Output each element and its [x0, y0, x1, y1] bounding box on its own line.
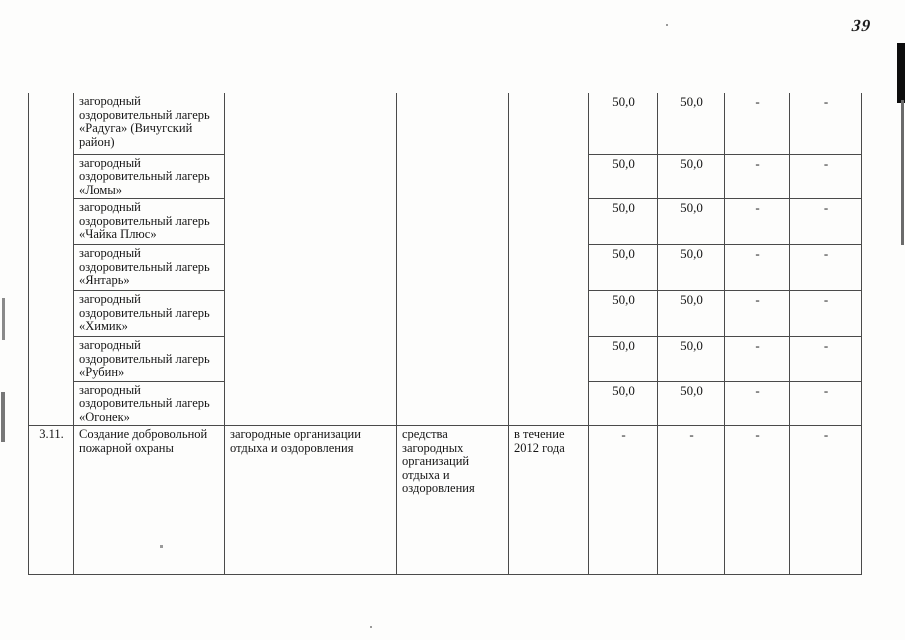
page-number: 39 — [851, 16, 873, 35]
value-cell: - — [790, 426, 862, 575]
value-cell: - — [790, 337, 862, 382]
value-cell: - — [725, 154, 790, 199]
value-cell: 50,0 — [589, 381, 658, 426]
camp-name-cell: загородный оздоровительный лагерь «Чайка Плюс» — [74, 199, 225, 245]
value-cell: - — [725, 291, 790, 337]
scan-artifact-right-bar — [897, 43, 905, 103]
value-cell: - — [790, 291, 862, 337]
value-cell: - — [589, 426, 658, 575]
value-cell: 50,0 — [589, 245, 658, 291]
value-cell: 50,0 — [658, 337, 725, 382]
scan-artifact-left-mark — [1, 392, 5, 442]
executors-cell: загородные организации отдыха и оздоровления — [225, 426, 397, 575]
value-cell: - — [790, 93, 862, 154]
item-number-cell: 3.11. — [29, 426, 74, 575]
table-row-3-11 — [29, 426, 862, 575]
value-cell: 50,0 — [589, 154, 658, 199]
value-cell: - — [790, 245, 862, 291]
value-cell: 50,0 — [589, 199, 658, 245]
value-cell: - — [790, 154, 862, 199]
camp-name-cell: загородный оздоровительный лагерь «Радуга» (Вичугский район) — [74, 93, 225, 154]
table-row — [29, 93, 862, 154]
value-cell: 50,0 — [658, 245, 725, 291]
value-cell: 50,0 — [658, 154, 725, 199]
funding-source-cell: средства загородных организаций отдыха и оздоровления — [397, 426, 509, 575]
camp-name-cell: загородный оздоровительный лагерь «Химик» — [74, 291, 225, 337]
period-cell-empty — [509, 93, 589, 426]
camp-name-cell: загородный оздоровительный лагерь «Янтарь» — [74, 245, 225, 291]
scan-speck — [160, 545, 163, 548]
value-cell: 50,0 — [658, 291, 725, 337]
value-cell: 50,0 — [589, 291, 658, 337]
scan-artifact-left-mark — [2, 298, 5, 340]
value-cell: - — [725, 245, 790, 291]
scan-artifact-right-line — [901, 100, 904, 245]
activity-cell: Создание добровольной пожарной охраны — [74, 426, 225, 575]
scan-speck — [370, 626, 372, 628]
value-cell: - — [725, 426, 790, 575]
value-cell: 50,0 — [658, 381, 725, 426]
period-cell: в течение 2012 года — [509, 426, 589, 575]
executors-cell-empty — [225, 93, 397, 426]
value-cell: - — [725, 93, 790, 154]
camp-name-cell: загородный оздоровительный лагерь «Ломы» — [74, 154, 225, 199]
value-cell: - — [790, 199, 862, 245]
program-activities-table — [28, 93, 862, 575]
camp-name-cell: загородный оздоровительный лагерь «Огонек» — [74, 381, 225, 426]
value-cell: 50,0 — [589, 337, 658, 382]
scan-speck — [666, 24, 668, 26]
funding-cell-empty — [397, 93, 509, 426]
value-cell: 50,0 — [589, 93, 658, 154]
value-cell: 50,0 — [658, 199, 725, 245]
value-cell: 50,0 — [658, 93, 725, 154]
value-cell: - — [790, 381, 862, 426]
number-cell-empty — [29, 93, 74, 426]
camp-name-cell: загородный оздоровительный лагерь «Рубин» — [74, 337, 225, 382]
value-cell: - — [725, 199, 790, 245]
value-cell: - — [658, 426, 725, 575]
value-cell: - — [725, 381, 790, 426]
value-cell: - — [725, 337, 790, 382]
